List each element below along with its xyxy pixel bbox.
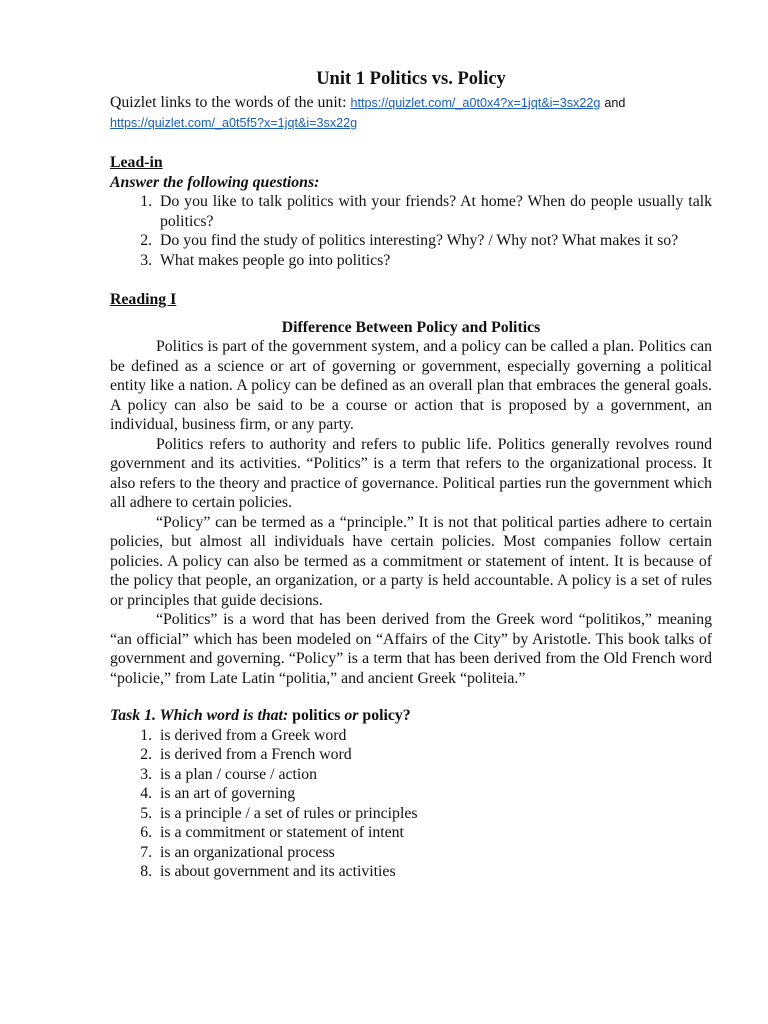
article-paragraph-4: “Politics” is a word that has been derived from the Greek word “politikos,” meaning “an official” which has been modeled on “Affairs of the City” by Aristotle. This book talks of government and governing. “Policy” is a term that has been derived from the Old French word “policie,” from Late Latin “politia,” and ancient Greek “politeia.” [110, 611, 712, 687]
quizlet-link-1[interactable]: https://quizlet.com/_a0t0x4?x=1jqt&i=3sx22g [350, 96, 601, 110]
task1-item: 3. is a plan / course / action [156, 765, 712, 785]
leadin-instruction: Answer the following questions: [110, 173, 320, 191]
task1-or: or [344, 707, 359, 724]
reading-heading: Reading I [110, 291, 177, 308]
task1-item: 7. is an organizational process [156, 843, 712, 863]
task1-item: 5. is a principle / a set of rules or principles [156, 804, 712, 824]
article-paragraph-3: “Policy” can be termed as a “principle.” It is not that political parties adhere to certain policies, but almost all individuals have certain policies. Most companies follow certain policies. A policy can also be termed as a commitment or statement of intent. It is because of the policy that people, an organization, or a party is held accountable. A policy is a set of rules or principles that guide decisions. [110, 513, 712, 609]
leadin-heading: Lead-in [110, 154, 163, 171]
quizlet-intro: Quizlet links to the words of the unit: [110, 94, 347, 111]
task1-label: Task 1. Which word is that: [110, 707, 289, 724]
leadin-question-1: 1. Do you like to talk politics with your friends? At home? When do people usually talk politics? [156, 192, 712, 231]
task1-heading [110, 706, 712, 726]
task1-item: 6. is a commitment or statement of intent [156, 823, 712, 843]
quizlet-links-line [110, 93, 712, 133]
task1-item: 1. is derived from a Greek word [156, 726, 712, 746]
quizlet-and: and [604, 96, 626, 110]
article-title: Difference Between Policy and Politics [281, 318, 541, 336]
leadin-questions [110, 192, 712, 270]
leadin-question-3: 3. What makes people go into politics? [156, 251, 712, 271]
leadin-question-2: 2. Do you find the study of politics interesting? Why? / Why not? What makes it so? [156, 231, 712, 251]
task1-word-policy: policy? [362, 707, 411, 724]
article-paragraph-2: Politics refers to authority and refers to public life. Politics generally revolves round government and its activities. “Politics” is a term that refers to the organizational process. It also refers to the theory and practice of governance. Political parties run the government which all adhere to certain policies. [110, 435, 712, 511]
unit-title: Unit 1 Politics vs. Policy [316, 69, 506, 89]
task1-item: 2. is derived from a French word [156, 745, 712, 765]
task1-item: 4. is an art of governing [156, 784, 712, 804]
article-paragraph-1: Politics is part of the government system, and a policy can be called a plan. Politics can be defined as a science or art of governing or government, especially governing a political entity like a nation. A policy can be defined as an overall plan that embraces the general goals. A policy can also be said to be a course or action that is proposed by a government, an individual, business firm, or any party. [110, 338, 712, 433]
task1-item: 8. is about government and its activities [156, 862, 712, 882]
task1-word-politics: politics [292, 707, 341, 724]
task1-items [110, 726, 712, 882]
quizlet-link-2[interactable]: https://quizlet.com/_a0t5f5?x=1jqt&i=3sx22g [110, 116, 358, 130]
